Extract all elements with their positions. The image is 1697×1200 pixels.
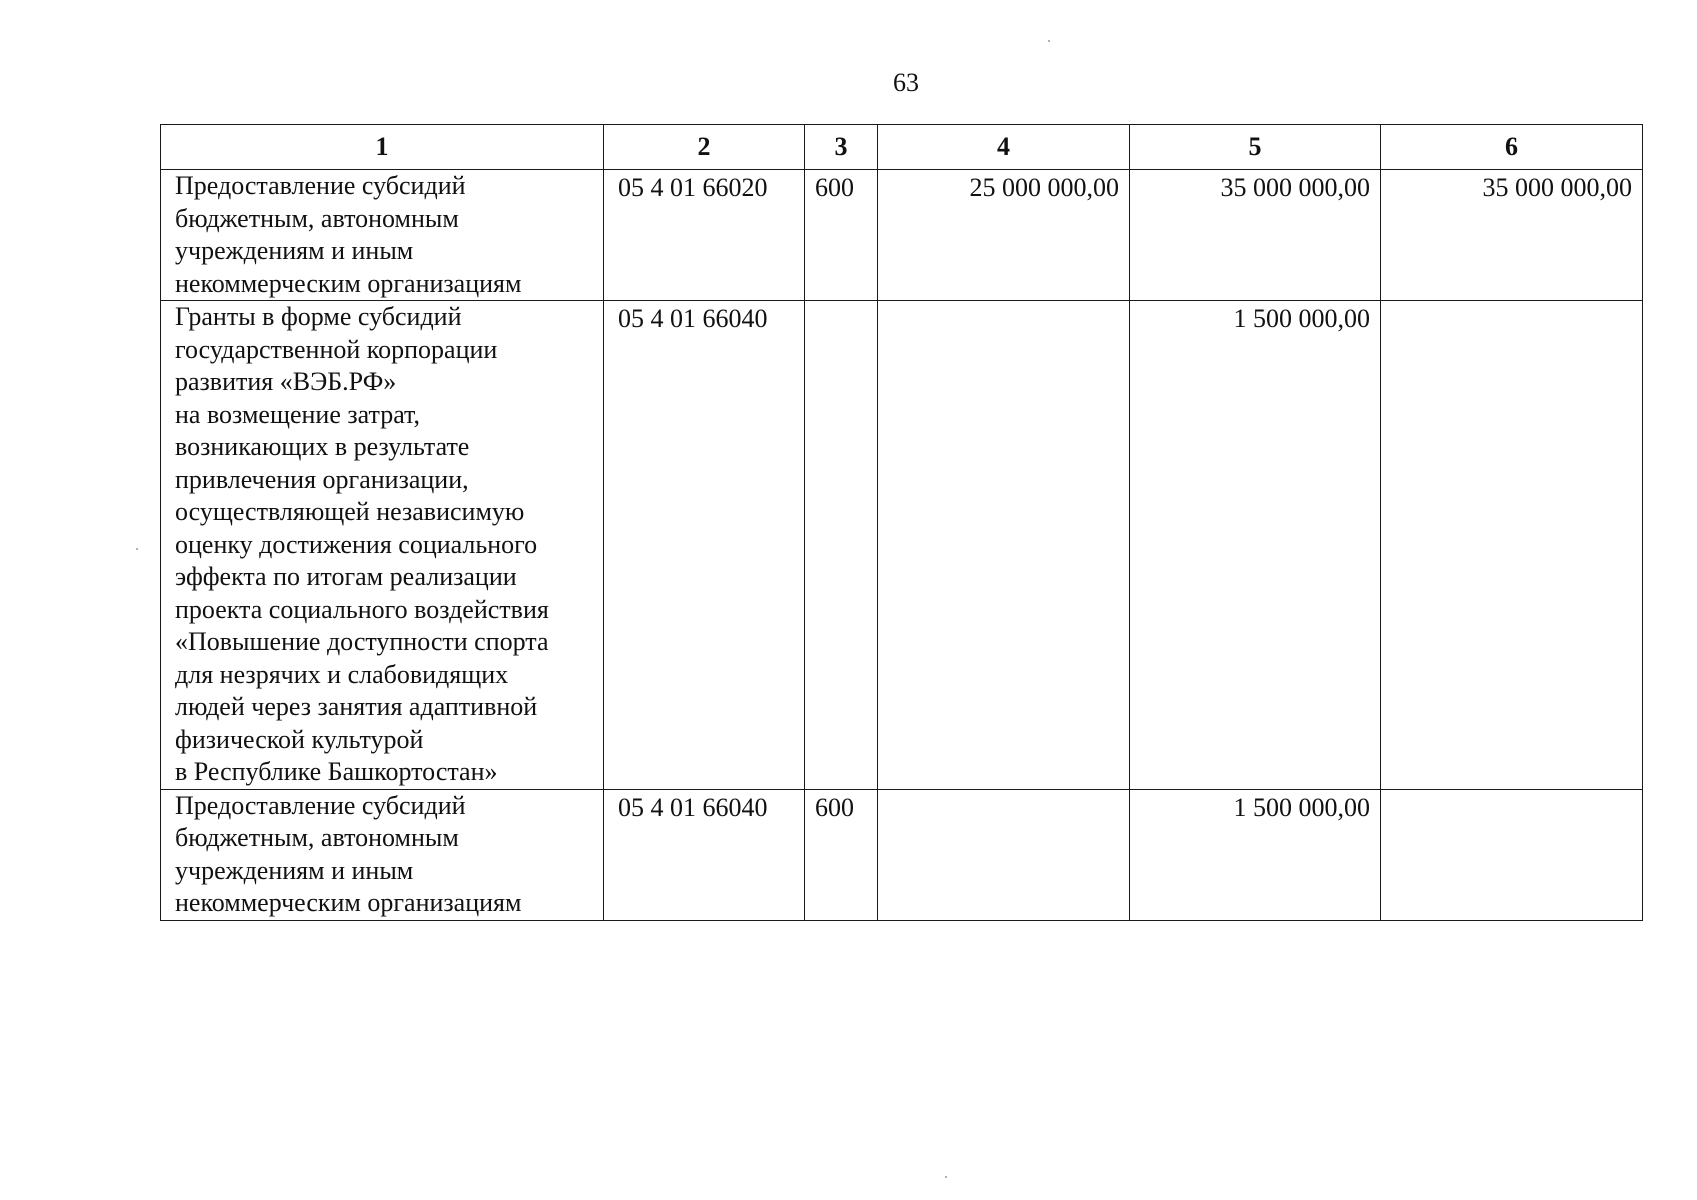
row-col4 [878, 789, 1130, 920]
row-col5: 35 000 000,00 [1130, 170, 1381, 301]
header-col-2: 2 [604, 125, 805, 170]
scan-speck [945, 1176, 947, 1178]
row-vr: 600 [805, 170, 878, 301]
header-col-6: 6 [1381, 125, 1643, 170]
row-col6: 35 000 000,00 [1381, 170, 1643, 301]
table-row [161, 170, 1643, 301]
page-number: 63 [893, 68, 919, 97]
table-header-row [161, 125, 1643, 170]
row-col5: 1 500 000,00 [1130, 301, 1381, 790]
row-col5: 1 500 000,00 [1130, 789, 1381, 920]
row-name: Гранты в форме субсидий государственной корпорации развития «ВЭБ.РФ» на возмещение затрат, возникающих в результате привлечения организации, осуществляющей независимую оценку достижения социального эффекта по итогам реализации проекта социального воздействия «Повышение доступности спорта для незрячих и слабовидящих людей через занятия адаптивной физической культурой в Республике Башкортостан» [161, 301, 604, 790]
row-name: Предоставление субсидий бюджетным, автономным учреждениям и иным некоммерческим организациям [161, 170, 604, 301]
row-col4: 25 000 000,00 [878, 170, 1130, 301]
header-col-5: 5 [1130, 125, 1381, 170]
row-vr [805, 301, 878, 790]
header-col-4: 4 [878, 125, 1130, 170]
header-col-1: 1 [161, 125, 604, 170]
row-code: 05 4 01 66040 [604, 789, 805, 920]
row-code: 05 4 01 66040 [604, 301, 805, 790]
header-col-3: 3 [805, 125, 878, 170]
row-name: Предоставление субсидий бюджетным, автономным учреждениям и иным некоммерческим организациям [161, 789, 604, 920]
table-row [161, 301, 1643, 790]
row-col6 [1381, 301, 1643, 790]
row-col4 [878, 301, 1130, 790]
row-col6 [1381, 789, 1643, 920]
row-vr: 600 [805, 789, 878, 920]
table-row [161, 789, 1643, 920]
row-code: 05 4 01 66020 [604, 170, 805, 301]
scan-speck [136, 548, 138, 550]
budget-table [160, 124, 1643, 921]
scan-speck [1048, 40, 1050, 42]
